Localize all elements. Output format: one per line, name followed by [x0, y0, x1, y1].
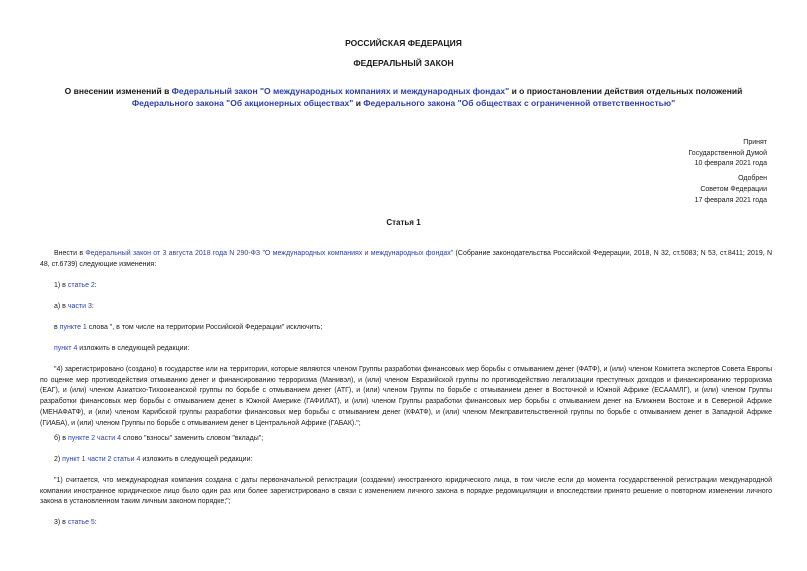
- link-article-2[interactable]: статье 2: [67, 282, 95, 289]
- p3-suffix: :: [91, 303, 94, 310]
- paragraph-intro: [40, 249, 772, 270]
- p4-prefix: в: [54, 324, 60, 331]
- title-link-llc-law[interactable]: Федерального закона "Об обществах с ограниченной ответственностью": [363, 97, 676, 108]
- paragraph-item-clause-1: [40, 323, 772, 334]
- approved-label: Одобрен: [738, 175, 767, 183]
- adopted-label: Принят: [743, 139, 767, 146]
- approved-by-council: Советом Федерации: [700, 185, 767, 193]
- paragraph-clause-1-text: "1) считается, что международная компания создана с даты первоначальной регистрации (создании) иностранного юридического лица, в том числе если до момента государственной регистрации международной компании иностранное юридическое лицо было один раз или более зарегистрировано в связи с изменением личного закона в порядке редомициляции и впоследствии принято решение о повторном изменении личного закона в установленном таким личным законом порядке;";: [40, 477, 772, 506]
- paragraph-item-b: [40, 434, 772, 445]
- paragraph-item-3: [40, 518, 772, 529]
- title-prefix: О внесении изменений в: [64, 86, 172, 96]
- p8-prefix: 2): [54, 456, 63, 463]
- p3-prefix: а) в: [54, 303, 68, 310]
- p10-prefix: 3) в: [54, 519, 68, 526]
- title-middle: и о приостановлении действия отдельных положений: [509, 86, 743, 96]
- p2-suffix: :: [94, 282, 97, 289]
- approved-date: 17 февраля 2021 года: [694, 196, 767, 204]
- p2-prefix: 1) в: [54, 282, 68, 289]
- adoption-block: [637, 138, 767, 206]
- paragraph-item-clause-4: [40, 344, 772, 355]
- link-law-290-fz[interactable]: Федеральный закон от 3 августа 2018 года N 290-ФЗ "О международных компаниях и международных фондах": [85, 250, 454, 257]
- title-link-joint-stock-law[interactable]: Федерального закона "Об акционерных обществах": [131, 97, 354, 108]
- title-and: и: [353, 97, 364, 108]
- link-clause-4[interactable]: пункт 4: [54, 345, 78, 352]
- paragraph-item-1: [40, 281, 772, 292]
- paragraph-clause-4-text: "4) зарегистрировано (создано) в государстве или на территории, которые являются членом Группы разработки финансовых мер борьбы с отмыванием денег (ФАТФ), и (или) членом Комитета экспертов Совета Европы по оценке мер противодействия отмыванию денег и финансированию терроризма (Манивэл), и (или) членом Евразийской группы по противодействию легализации преступных доходов и финансированию терроризма (ЕАГ), и (или) членом Азиатско-Тихоокеанской группы по борьбе с отмыванием денег (АТГ), и (или) членом Группы по борьбе с отмыванием денег в Восточной и Южной Африке (ЕСААМЛГ), и (или) членом Группы разработки финансовых мер борьбы с отмыванием денег в Южной Америке (ГАФИЛАТ), и (или) членом Группы разработки финансовых мер борьбы с отмыванием денег на Ближнем Востоке и в Северной Африке (МЕНАФАТФ), и (или) членом Карибской группы разработки финансовых мер борьбы с отмыванием денег (КФАТФ), и (или) членом Межправительственной группы по борьбе с отмыванием денег в Западной Африке (ГИАБА), и (или) членом Группы по борьбе с отмыванием денег в Центральной Африке (ГАБАК).";: [40, 366, 772, 427]
- p1-suffix: (Собрание законодательства Российской Федерации, 2018, N 32, ст.5083; N 53, ст.8411; 2019, N 48, ст.6739) следующие изменения:: [40, 250, 772, 268]
- link-clause-1-part-2-article-4[interactable]: пункт 1 части 2 статьи 4: [62, 456, 141, 463]
- article-heading: Статья 1: [386, 218, 421, 227]
- link-clause-2-part-4[interactable]: пункте 2 части 4: [67, 435, 122, 442]
- paragraph-item-a: [40, 302, 772, 313]
- law-title: [40, 86, 767, 109]
- p7-suffix: слово "взносы" заменить словом "вклады";: [121, 435, 264, 442]
- country-heading: РОССИЙСКАЯ ФЕДЕРАЦИЯ: [345, 38, 462, 48]
- p7-prefix: б) в: [54, 435, 68, 442]
- title-link-international-companies-law[interactable]: Федеральный закон "О международных компаниях и международных фондах": [171, 86, 510, 96]
- p8-suffix: изложить в следующей редакции:: [140, 456, 253, 463]
- p10-suffix: :: [94, 519, 97, 526]
- p4-suffix: слова ", в том числе на территории Российской Федерации" исключить;: [86, 324, 323, 331]
- link-part-3[interactable]: части 3: [67, 303, 92, 310]
- adopted-by-duma: Государственной Думой: [688, 149, 767, 157]
- paragraph-item-2: [40, 455, 772, 466]
- link-article-5[interactable]: статье 5: [67, 519, 95, 526]
- p1-prefix: Внести в: [54, 250, 86, 257]
- adopted-date: 10 февраля 2021 года: [694, 160, 767, 168]
- link-clause-1[interactable]: пункте 1: [59, 324, 87, 331]
- law-type-heading: ФЕДЕРАЛЬНЫЙ ЗАКОН: [353, 58, 454, 68]
- p5-suffix: изложить в следующей редакции:: [77, 345, 190, 352]
